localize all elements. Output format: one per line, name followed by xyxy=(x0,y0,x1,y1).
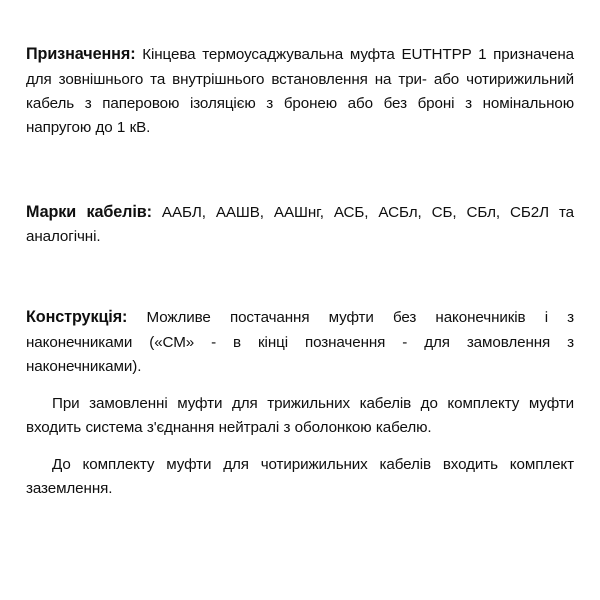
paragraph-text: ААБЛ, ААШВ, ААШнг, АСБ, АСБл, СБ, СБл, СБ2Л та аналогічні. xyxy=(26,203,574,246)
section-design xyxy=(26,305,574,501)
section-heading-design: Конструкція: xyxy=(26,308,128,327)
paragraph-brands xyxy=(26,200,574,250)
paragraph-text: Можливе постачання муфти без наконечників і з наконечниками («СМ» - в кінці позначення - для замовлення з наконечниками). xyxy=(26,309,575,375)
paragraph-purpose xyxy=(26,42,574,140)
paragraph-text: Кінцева термоусаджувальна муфта EUTHTPP 1 призначена для зовнішнього та внутрішнього встановлення на три- або чотирижильний кабель з паперовою ізоляцією з бронею або без броні з номінальною напругою до 1 кВ. xyxy=(26,46,574,136)
section-purpose xyxy=(26,42,574,140)
paragraph-design-2: При замовленні муфти для трижильних кабелів до комплекту муфти входить система з'єднання нейтралі з оболонкою кабелю. xyxy=(26,394,574,436)
paragraph-design-3: До комплекту муфти для чотирижильних кабелів входить комплект заземлення. xyxy=(26,455,574,497)
section-heading-purpose: Призначення: xyxy=(26,45,136,63)
section-heading-brands: Марки кабелів: xyxy=(26,202,152,221)
paragraph-design-1 xyxy=(26,305,574,379)
section-brands xyxy=(26,200,574,250)
